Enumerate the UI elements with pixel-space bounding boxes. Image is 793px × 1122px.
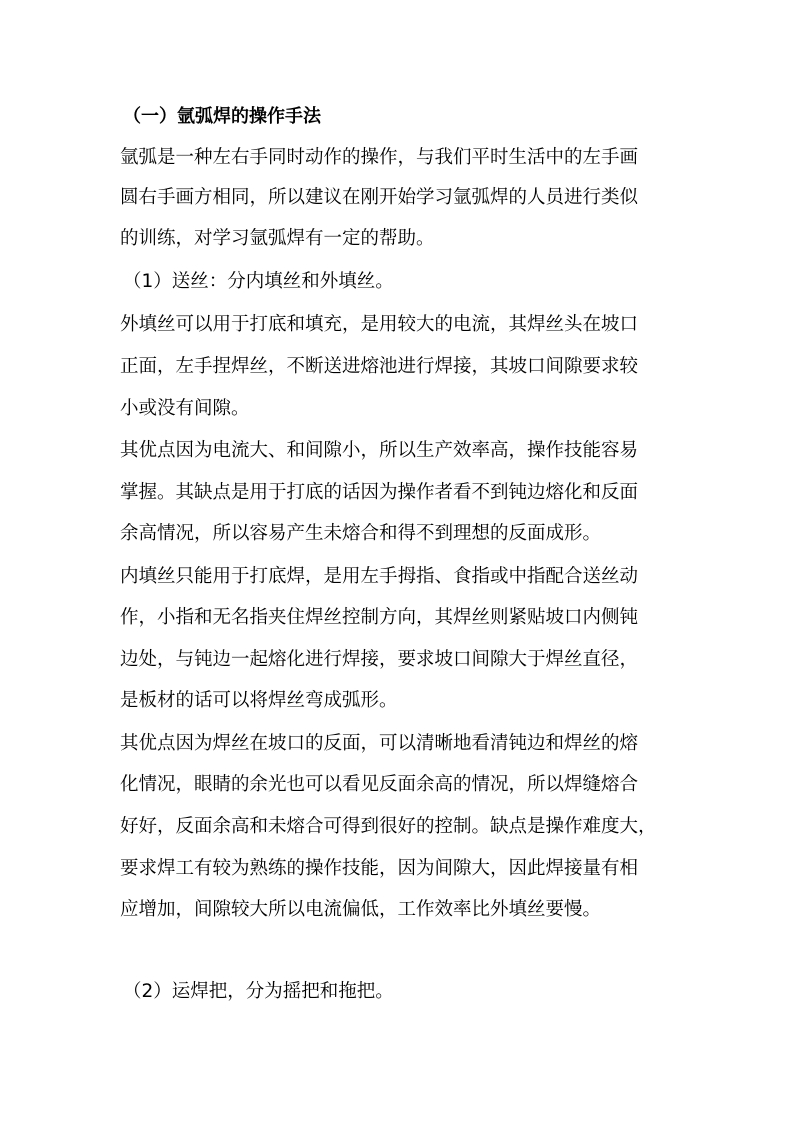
outer-fill-line-3: 小或没有间隙。 [120, 398, 250, 419]
outer-fill-line-1: 外填丝可以用于打底和填充，是用较大的电流，其焊丝头在坡口 [120, 314, 639, 335]
outer-pros-cons-line-2: 掌握。其缺点是用于打底的话因为操作者看不到钝边熔化和反面 [120, 482, 639, 503]
outer-fill-line-2: 正面，左手捏焊丝，不断送进熔池进行焊接，其坡口间隙要求较 [120, 356, 639, 377]
section-heading: （一）氩弧焊的操作手法 [123, 106, 321, 127]
inner-pros-cons-line-4: 要求焊工有较为熟练的操作技能，因为间隙大，因此焊接量有相 [120, 858, 639, 879]
intro-line-3: 的训练，对学习氩弧焊有一定的帮助。 [120, 228, 435, 249]
inner-fill-line-4: 是板材的话可以将焊丝弯成弧形。 [120, 690, 398, 711]
inner-fill-line-1: 内填丝只能用于打底焊，是用左手拇指、食指或中指配合送丝动 [120, 566, 639, 587]
inner-pros-cons-line-2: 化情况，眼睛的余光也可以看见反面余高的情况，所以焊缝熔合 [120, 774, 639, 795]
outer-pros-cons-line-1: 其优点因为电流大、和间隙小，所以生产效率高，操作技能容易 [120, 440, 639, 461]
intro-line-1: 氩弧是一种左右手同时动作的操作，与我们平时生活中的左手画 [120, 147, 639, 168]
subsection-title-torch: （2）运焊把，分为摇把和拖把。 [123, 981, 394, 1002]
inner-fill-line-3: 边处，与钝边一起熔化进行焊接，要求坡口间隙大于焊丝直径， [120, 649, 639, 670]
inner-pros-cons-line-1: 其优点因为焊丝在坡口的反面，可以清晰地看清钝边和焊丝的熔 [120, 733, 639, 754]
intro-line-2: 圆右手画方相同，所以建议在刚开始学习氩弧焊的人员进行类似 [120, 187, 639, 208]
inner-pros-cons-line-3: 好好，反面余高和未熔合可得到很好的控制。缺点是操作难度大， [120, 816, 657, 837]
subsection-title-feeding: （1）送丝：分内填丝和外填丝。 [123, 271, 394, 292]
outer-pros-cons-line-3: 余高情况，所以容易产生未熔合和得不到理想的反面成形。 [120, 523, 602, 544]
inner-pros-cons-line-5: 应增加，间隙较大所以电流偏低，工作效率比外填丝要慢。 [120, 899, 602, 920]
inner-fill-line-2: 作，小指和无名指夹住焊丝控制方向，其焊丝则紧贴坡口内侧钝 [120, 607, 639, 628]
